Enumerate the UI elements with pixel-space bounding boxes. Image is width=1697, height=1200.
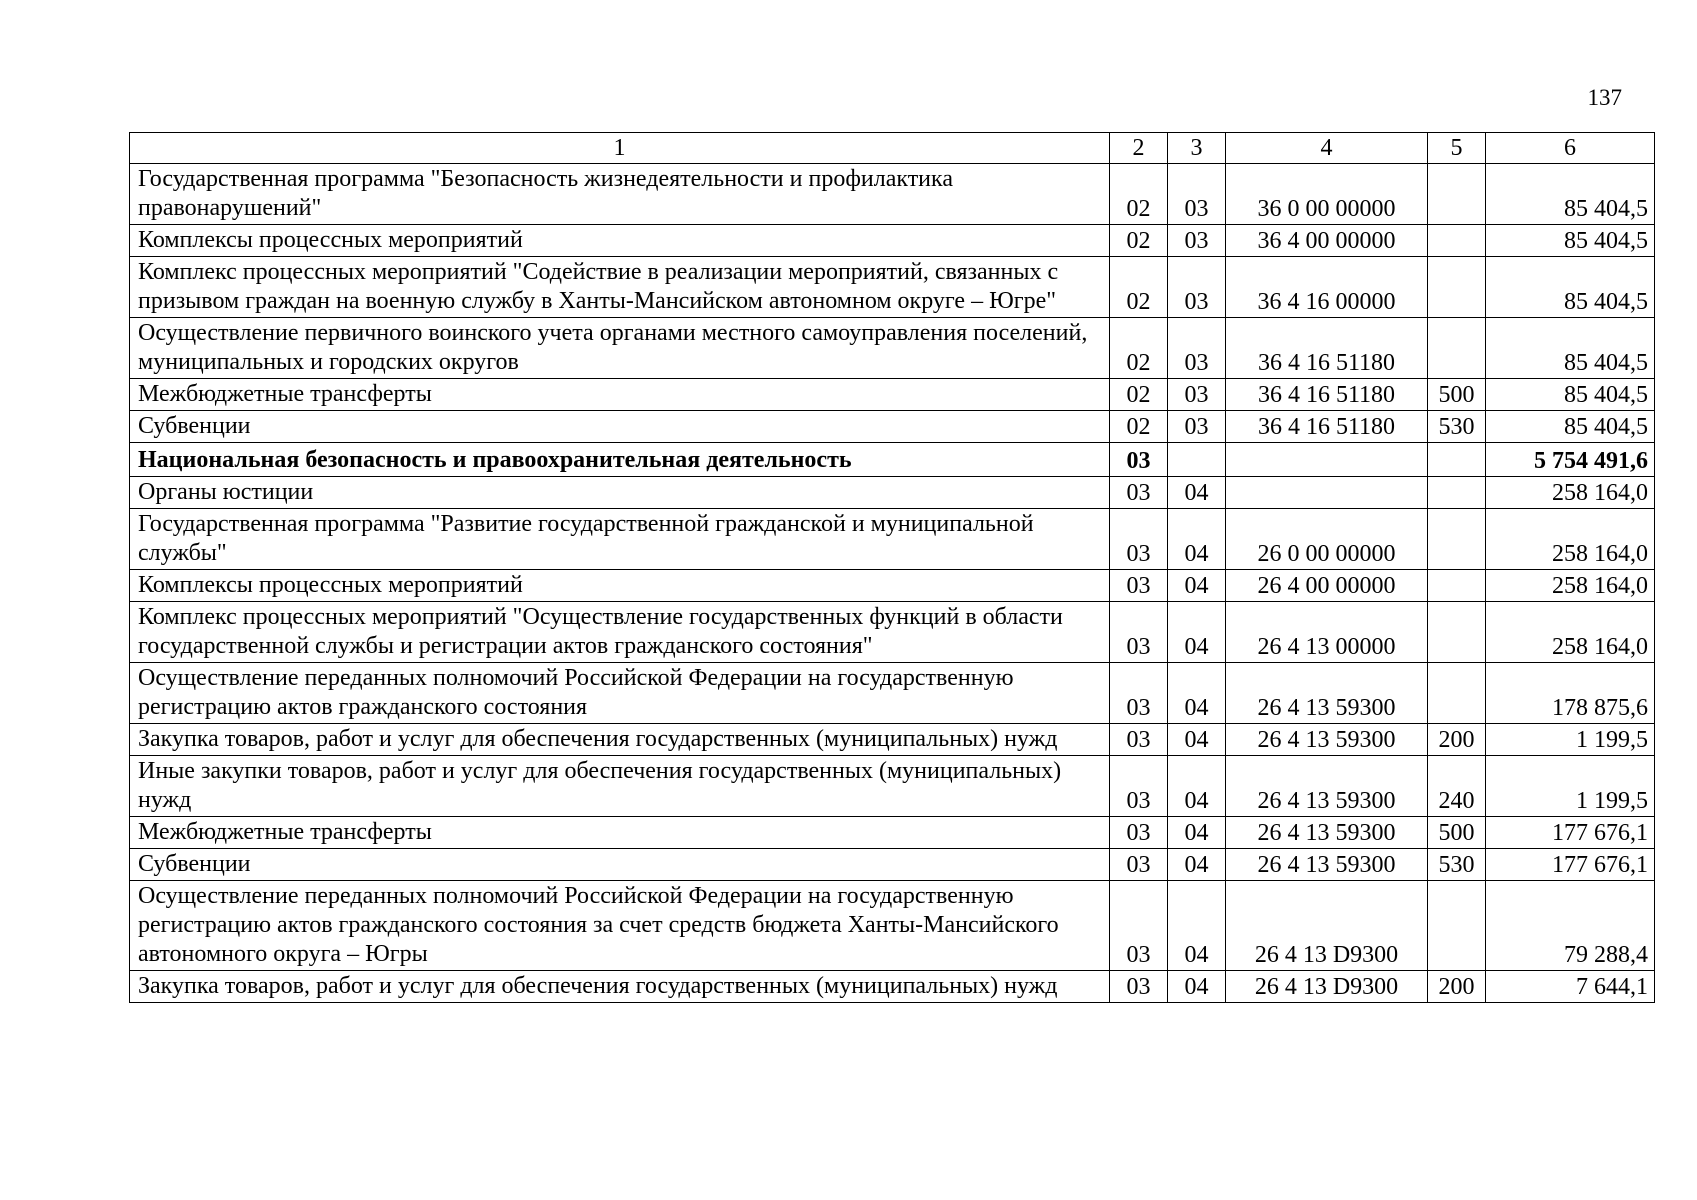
amount: 85 404,5 — [1486, 225, 1655, 257]
amount: 85 404,5 — [1486, 379, 1655, 411]
expense-type-code — [1428, 443, 1486, 477]
table-row — [130, 602, 1655, 663]
expense-type-code — [1428, 225, 1486, 257]
expense-type-code: 500 — [1428, 817, 1486, 849]
table-row — [130, 509, 1655, 570]
amount: 178 875,6 — [1486, 663, 1655, 724]
row-name: Государственная программа "Безопасность жизнедеятельности и профилактика правонарушений" — [130, 164, 1110, 225]
amount: 79 288,4 — [1486, 881, 1655, 971]
table-row — [130, 379, 1655, 411]
expense-type-code — [1428, 509, 1486, 570]
budget-table — [129, 132, 1655, 1003]
subsection-code: 04 — [1168, 849, 1226, 881]
target-article-code: 36 4 16 51180 — [1226, 318, 1428, 379]
subsection-code: 04 — [1168, 817, 1226, 849]
subsection-code: 04 — [1168, 724, 1226, 756]
subsection-code — [1168, 443, 1226, 477]
amount: 85 404,5 — [1486, 257, 1655, 318]
amount: 177 676,1 — [1486, 849, 1655, 881]
subsection-code: 04 — [1168, 570, 1226, 602]
column-header: 3 — [1168, 133, 1226, 164]
subsection-code: 04 — [1168, 602, 1226, 663]
expense-type-code: 530 — [1428, 849, 1486, 881]
section-code: 03 — [1110, 817, 1168, 849]
section-code: 02 — [1110, 257, 1168, 318]
table-row — [130, 724, 1655, 756]
table-header-row — [130, 133, 1655, 164]
row-name: Закупка товаров, работ и услуг для обеспечения государственных (муниципальных) нужд — [130, 724, 1110, 756]
column-header: 2 — [1110, 133, 1168, 164]
expense-type-code: 500 — [1428, 379, 1486, 411]
expense-type-code — [1428, 663, 1486, 724]
table-row — [130, 570, 1655, 602]
target-article-code — [1226, 477, 1428, 509]
subsection-code: 04 — [1168, 971, 1226, 1003]
table-row — [130, 411, 1655, 443]
subsection-code: 03 — [1168, 379, 1226, 411]
row-name: Межбюджетные трансферты — [130, 379, 1110, 411]
table-row — [130, 971, 1655, 1003]
row-name: Субвенции — [130, 411, 1110, 443]
subsection-code: 03 — [1168, 411, 1226, 443]
row-name: Осуществление переданных полномочий Российской Федерации на государственную регистрацию актов гражданского состояния за счет средств бюджета Ханты-Мансийского автономного округа – Югры — [130, 881, 1110, 971]
expense-type-code: 530 — [1428, 411, 1486, 443]
row-name: Иные закупки товаров, работ и услуг для обеспечения государственных (муниципальных) нужд — [130, 756, 1110, 817]
table-row — [130, 257, 1655, 318]
section-code: 02 — [1110, 379, 1168, 411]
target-article-code: 26 4 13 59300 — [1226, 817, 1428, 849]
expense-type-code — [1428, 164, 1486, 225]
row-name: Комплекс процессных мероприятий "Осуществление государственных функций в области государственной службы и регистрации актов гражданского состояния" — [130, 602, 1110, 663]
amount: 7 644,1 — [1486, 971, 1655, 1003]
row-name: Государственная программа "Развитие государственной гражданской и муниципальной службы" — [130, 509, 1110, 570]
expense-type-code: 200 — [1428, 971, 1486, 1003]
amount: 1 199,5 — [1486, 724, 1655, 756]
target-article-code: 26 0 00 00000 — [1226, 509, 1428, 570]
section-code: 03 — [1110, 881, 1168, 971]
expense-type-code — [1428, 881, 1486, 971]
target-article-code: 36 4 00 00000 — [1226, 225, 1428, 257]
table-row — [130, 443, 1655, 477]
row-name: Субвенции — [130, 849, 1110, 881]
expense-type-code — [1428, 477, 1486, 509]
amount: 5 754 491,6 — [1486, 443, 1655, 477]
table-row — [130, 817, 1655, 849]
target-article-code: 26 4 13 59300 — [1226, 756, 1428, 817]
expense-type-code — [1428, 570, 1486, 602]
table-row — [130, 756, 1655, 817]
column-header: 1 — [130, 133, 1110, 164]
target-article-code — [1226, 443, 1428, 477]
section-code: 02 — [1110, 225, 1168, 257]
section-code: 03 — [1110, 849, 1168, 881]
amount: 258 164,0 — [1486, 570, 1655, 602]
table-row — [130, 318, 1655, 379]
amount: 258 164,0 — [1486, 509, 1655, 570]
expense-type-code: 200 — [1428, 724, 1486, 756]
section-code: 02 — [1110, 318, 1168, 379]
target-article-code: 36 4 16 51180 — [1226, 411, 1428, 443]
subsection-code: 04 — [1168, 509, 1226, 570]
row-name: Комплексы процессных мероприятий — [130, 225, 1110, 257]
target-article-code: 26 4 13 59300 — [1226, 849, 1428, 881]
table-row — [130, 849, 1655, 881]
row-name: Осуществление первичного воинского учета органами местного самоуправления поселений, муниципальных и городских округов — [130, 318, 1110, 379]
row-name: Органы юстиции — [130, 477, 1110, 509]
subsection-code: 04 — [1168, 477, 1226, 509]
subsection-code: 03 — [1168, 257, 1226, 318]
table-row — [130, 477, 1655, 509]
amount: 85 404,5 — [1486, 164, 1655, 225]
table-row — [130, 164, 1655, 225]
target-article-code: 26 4 13 D9300 — [1226, 881, 1428, 971]
table-body — [130, 164, 1655, 1003]
amount: 258 164,0 — [1486, 477, 1655, 509]
section-code: 02 — [1110, 164, 1168, 225]
subsection-code: 03 — [1168, 164, 1226, 225]
column-header: 5 — [1428, 133, 1486, 164]
target-article-code: 36 0 00 00000 — [1226, 164, 1428, 225]
row-name: Национальная безопасность и правоохранительная деятельность — [130, 443, 1110, 477]
section-code: 03 — [1110, 443, 1168, 477]
expense-type-code — [1428, 602, 1486, 663]
page-number: 137 — [1587, 85, 1622, 110]
section-code: 03 — [1110, 570, 1168, 602]
row-name: Межбюджетные трансферты — [130, 817, 1110, 849]
amount: 258 164,0 — [1486, 602, 1655, 663]
expense-type-code: 240 — [1428, 756, 1486, 817]
table-row — [130, 225, 1655, 257]
subsection-code: 03 — [1168, 318, 1226, 379]
target-article-code: 26 4 13 59300 — [1226, 724, 1428, 756]
expense-type-code — [1428, 318, 1486, 379]
column-header: 4 — [1226, 133, 1428, 164]
target-article-code: 26 4 13 D9300 — [1226, 971, 1428, 1003]
subsection-code: 04 — [1168, 663, 1226, 724]
table-row — [130, 881, 1655, 971]
section-code: 03 — [1110, 509, 1168, 570]
section-code: 03 — [1110, 477, 1168, 509]
subsection-code: 03 — [1168, 225, 1226, 257]
subsection-code: 04 — [1168, 756, 1226, 817]
row-name: Комплекс процессных мероприятий "Содействие в реализации мероприятий, связанных с призывом граждан на военную службу в Ханты-Мансийском автономном округе – Югре" — [130, 257, 1110, 318]
section-code: 03 — [1110, 602, 1168, 663]
subsection-code: 04 — [1168, 881, 1226, 971]
section-code: 03 — [1110, 724, 1168, 756]
amount: 177 676,1 — [1486, 817, 1655, 849]
table-row — [130, 663, 1655, 724]
row-name: Осуществление переданных полномочий Российской Федерации на государственную регистрацию актов гражданского состояния — [130, 663, 1110, 724]
section-code: 03 — [1110, 663, 1168, 724]
row-name: Комплексы процессных мероприятий — [130, 570, 1110, 602]
amount: 85 404,5 — [1486, 318, 1655, 379]
section-code: 03 — [1110, 971, 1168, 1003]
expense-type-code — [1428, 257, 1486, 318]
target-article-code: 26 4 13 00000 — [1226, 602, 1428, 663]
target-article-code: 36 4 16 00000 — [1226, 257, 1428, 318]
section-code: 03 — [1110, 756, 1168, 817]
amount: 1 199,5 — [1486, 756, 1655, 817]
amount: 85 404,5 — [1486, 411, 1655, 443]
section-code: 02 — [1110, 411, 1168, 443]
column-header: 6 — [1486, 133, 1655, 164]
target-article-code: 36 4 16 51180 — [1226, 379, 1428, 411]
row-name: Закупка товаров, работ и услуг для обеспечения государственных (муниципальных) нужд — [130, 971, 1110, 1003]
target-article-code: 26 4 00 00000 — [1226, 570, 1428, 602]
target-article-code: 26 4 13 59300 — [1226, 663, 1428, 724]
